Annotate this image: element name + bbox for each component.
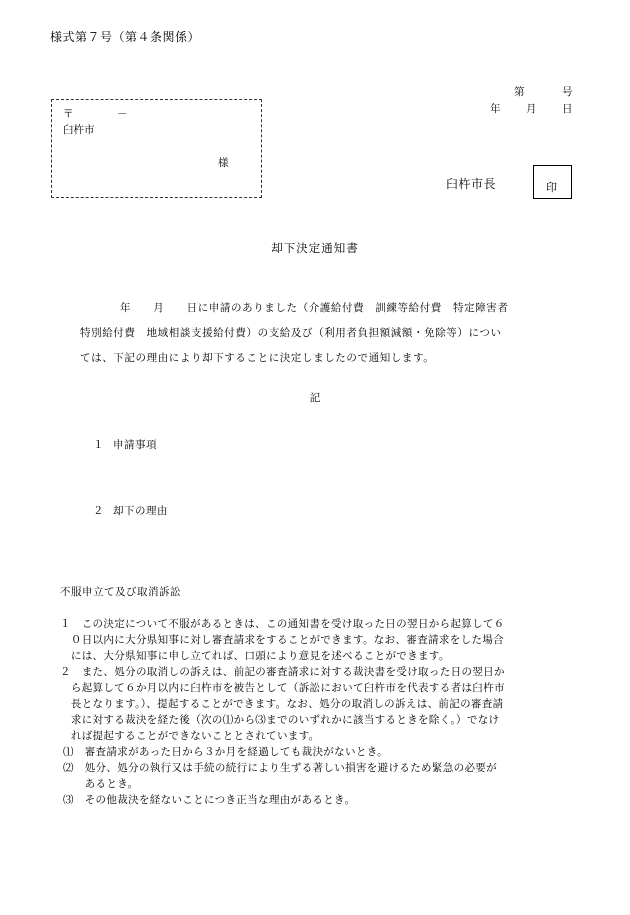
date-day: 日 [562, 103, 573, 115]
appeal-line: ０日以内に大分県知事に対し審査請求をすることができます。なお、審査請求をした場合 [60, 634, 505, 646]
item-label-application: 申請事項 [113, 439, 157, 451]
item-number: ２ [93, 505, 104, 517]
postal-dash: － [117, 108, 128, 120]
appeal-line: ⑶ その他裁決を経ないことにつき正当な理由があるとき。 [63, 794, 356, 806]
body-line: 年 月 日に申請のありました（介護給付費 訓練等給付費 特定障害者 [120, 302, 509, 314]
body-line: 特別給付費 地域相談支援給付費）の支給及び（利用者負担額減額・免除等）につい [80, 327, 502, 339]
address-city: 臼杵市 [63, 124, 95, 136]
doc-number-dai: 第 [514, 86, 525, 98]
appeal-line: には、大分県知事に申し立てれば、口頭により意見を述べることができます。 [60, 650, 450, 662]
document-title: 却下決定通知書 [271, 241, 359, 255]
date-month: 月 [526, 103, 537, 115]
appeal-line: れば提起することができないこととされています。 [60, 730, 320, 742]
doc-number-go: 号 [562, 86, 573, 98]
seal-label: 印 [546, 181, 557, 194]
address-box [51, 99, 262, 198]
appeal-line: ら起算して６か月以内に臼杵市を被告として（訴訟において臼杵市を代表する者は臼杵市 [60, 682, 505, 694]
appeal-line: 長となります。）、提起することができます。なお、処分の取消しの訴えは、前記の審査請 [60, 698, 504, 710]
seal-box [533, 165, 572, 199]
ki-heading: 記 [309, 392, 321, 404]
appeal-line: ２ また、処分の取消しの訴えは、前記の審査請求に対する裁決書を受け取った日の翌日か [60, 666, 505, 678]
appeal-line: ⑴ 審査請求があった日から３か月を経過しても裁決がないとき。 [63, 746, 388, 758]
addressee-honorific: 様 [218, 157, 229, 169]
item-label-reason: 却下の理由 [113, 505, 168, 517]
item-number: １ [93, 439, 104, 451]
body-line: ては、下記の理由により却下することに決定しましたので通知します。 [80, 352, 435, 364]
appeal-line: １ この決定について不服があるときは、この通知書を受け取った日の翌日から起算して６ [60, 618, 505, 630]
form-number: 様式第７号（第４条関係） [50, 30, 201, 44]
date-year: 年 [490, 103, 501, 115]
appeal-line: あるとき。 [63, 778, 139, 790]
postal-mark: 〒 [63, 108, 74, 120]
appeal-line: ⑵ 処分、処分の執行又は手続の続行により生ずる著しい損害を避けるため緊急の必要が [63, 762, 497, 774]
appeal-line: 求に対する裁決を経た後（次の⑴から⑶までのいずれかに該当するときを除く。）でなけ [60, 714, 500, 726]
issuer-name: 臼杵市長 [446, 177, 497, 191]
appeal-heading: 不服申立て及び取消訴訟 [60, 586, 181, 598]
